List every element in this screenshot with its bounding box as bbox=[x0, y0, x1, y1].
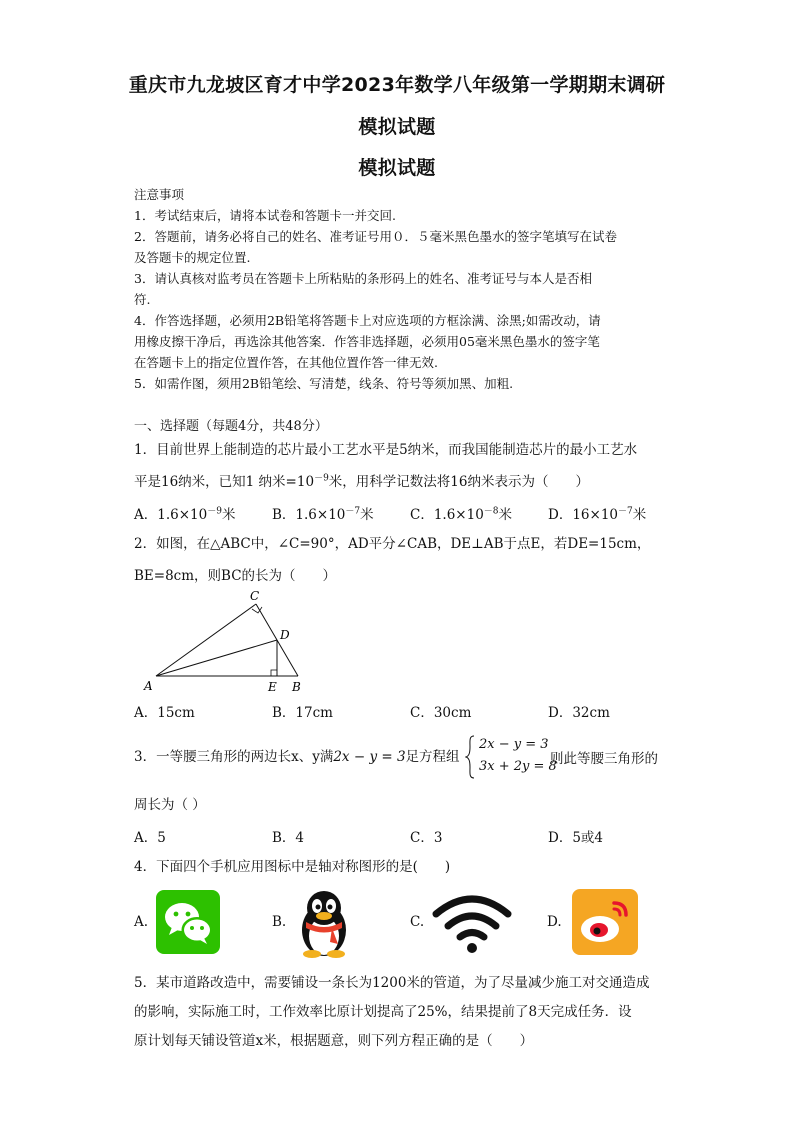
q1-line2-a: 平是16纳米，已知1 纳米=10 bbox=[134, 474, 315, 490]
q1-option-d[interactable] bbox=[548, 503, 646, 523]
q4-option-d-label[interactable]: D. bbox=[547, 914, 562, 930]
q1-option-a-unit: 米 bbox=[221, 507, 236, 523]
q5-line3: 原计划每天铺设管道x米，根据题意，则下列方程正确的是（ ） bbox=[134, 1033, 534, 1049]
notice-item-1: 1．考试结束后，请将本试卷和答题卡一并交回. bbox=[134, 208, 396, 223]
q4-option-b-label[interactable]: B. bbox=[272, 914, 287, 930]
system-equation-2: 3x + 2y = 8 bbox=[479, 759, 557, 774]
label-e: E bbox=[268, 680, 277, 694]
q3-option-d[interactable]: D．5或4 bbox=[548, 830, 604, 846]
section-heading-choice: 一、选择题（每题4分，共48分） bbox=[134, 419, 328, 434]
q1-line2 bbox=[134, 472, 664, 492]
q3-option-b[interactable]: B．4 bbox=[272, 830, 305, 846]
notice-block bbox=[134, 184, 664, 394]
weibo-icon[interactable] bbox=[572, 889, 638, 955]
q1-option-c-unit: 米 bbox=[498, 507, 513, 523]
q3-inline-equation: 2x − y = 3 bbox=[333, 749, 406, 765]
q1-option-a-exp: －9 bbox=[207, 506, 222, 517]
right-angle-mark-e bbox=[271, 670, 277, 676]
question-5 bbox=[134, 973, 664, 1051]
q4-line1: 4．下面四个手机应用图标中是轴对称图形的是( ) bbox=[134, 859, 451, 875]
wechat-icon[interactable] bbox=[156, 890, 220, 954]
q1-option-c-base: C．1.6×10 bbox=[410, 507, 484, 523]
triangle-figure bbox=[140, 588, 320, 698]
q1-exponent: －9 bbox=[314, 473, 329, 484]
notice-item-2b: 及答题卡的规定位置. bbox=[134, 250, 251, 265]
equation-system bbox=[465, 735, 560, 779]
notice-item-4c: 在答题卡上的指定位置作答，在其他位置作答一律无效. bbox=[134, 355, 438, 370]
q2-option-c[interactable]: C．30cm bbox=[410, 705, 472, 721]
notice-item-3a: 3．请认真核对监考员在答题卡上所粘贴的条形码上的姓名、准考证号与本人是否相 bbox=[134, 271, 592, 286]
notice-item-3b: 符. bbox=[134, 292, 151, 307]
q1-option-b-unit: 米 bbox=[360, 507, 374, 523]
q1-option-c[interactable] bbox=[410, 503, 512, 523]
q3-option-c[interactable]: C．3 bbox=[410, 830, 443, 846]
question-1 bbox=[134, 440, 664, 492]
qq-penguin-icon[interactable] bbox=[292, 890, 356, 958]
q3-line1-a: 3．一等腰三角形的两边长x、y满 bbox=[134, 749, 334, 765]
q2-line2: BE=8cm，则BC的长为（ ） bbox=[134, 568, 337, 584]
notice-item-4b: 用橡皮擦干净后，再选涂其他答案．作答非选择题，必须用05毫米黑色墨水的签字笔 bbox=[134, 334, 600, 349]
exam-subtitle: 模拟试题 bbox=[358, 116, 436, 138]
wifi-icon[interactable] bbox=[432, 892, 512, 954]
notice-item-4a: 4．作答选择题，必须用2B铅笔将答题卡上对应选项的方框涂满、涂黑;如需改动，请 bbox=[134, 313, 601, 328]
q1-option-b-base: B．1.6×10 bbox=[272, 507, 346, 523]
q3-options bbox=[134, 826, 664, 846]
side-ac bbox=[156, 604, 256, 676]
q1-option-d-base: D．16×10 bbox=[548, 507, 618, 523]
q1-line2-b: 米，用科学记数法将16纳米表示为（ ） bbox=[328, 474, 589, 490]
notice-heading: 注意事项 bbox=[134, 187, 185, 202]
notice-item-5: 5．如需作图，须用2B铅笔绘、写清楚，线条、符号等须加黑、加粗. bbox=[134, 376, 514, 391]
q5-line1: 5．某市道路改造中，需要铺设一条长为1200米的管道，为了尽量减少施工对交通造成 bbox=[134, 975, 650, 991]
q3-line1-b: 足方程组 bbox=[405, 749, 460, 765]
q2-option-b[interactable]: B．17cm bbox=[272, 705, 333, 721]
q1-option-a-base: A．1.6×10 bbox=[134, 507, 208, 523]
q1-option-d-exp: －7 bbox=[618, 506, 633, 517]
q1-line1: 1．目前世界上能制造的芯片最小工艺水平是5纳米，而我国能制造芯片的最小工艺水 bbox=[134, 442, 638, 458]
q3-line2: 周长为（ ） bbox=[134, 797, 206, 813]
q3-line1-c: 则此等腰三角形的 bbox=[550, 751, 658, 767]
q2-options bbox=[134, 701, 664, 721]
q1-option-b-exp: －7 bbox=[345, 506, 361, 517]
label-b: B bbox=[292, 680, 301, 694]
q1-option-c-exp: －8 bbox=[483, 506, 499, 517]
q4-option-c-label[interactable]: C. bbox=[410, 914, 425, 930]
q2-option-d[interactable]: D．32cm bbox=[548, 705, 610, 721]
q2-option-a[interactable]: A．15cm bbox=[134, 705, 195, 721]
q3-option-a[interactable]: A．5 bbox=[134, 830, 166, 846]
q1-options bbox=[134, 503, 664, 523]
question-2 bbox=[134, 534, 664, 586]
label-c: C bbox=[250, 589, 260, 603]
label-d: D bbox=[280, 628, 290, 642]
q1-option-b[interactable] bbox=[272, 503, 374, 523]
exam-title: 重庆市九龙坡区育才中学2023年数学八年级第一学期期末调研 bbox=[128, 74, 666, 96]
q1-option-d-unit: 米 bbox=[632, 507, 647, 523]
q2-line1: 2．如图，在△ABC中，∠C=90°，AD平分∠CAB，DE⊥AB于点E，若DE=15cm， bbox=[134, 536, 651, 552]
notice-item-2a: 2．答题前，请务必将自己的姓名、准考证号用０．５毫米黑色墨水的签字笔填写在试卷 bbox=[134, 229, 617, 244]
label-a: A bbox=[144, 679, 153, 693]
brace-icon bbox=[465, 735, 475, 779]
q1-option-a[interactable] bbox=[134, 503, 235, 523]
q5-line2: 的影响，实际施工时，工作效率比原计划提高了25%，结果提前了8天完成任务．设 bbox=[134, 1004, 632, 1020]
q4-option-a-label[interactable]: A. bbox=[134, 914, 149, 930]
system-equation-1: 2x − y = 3 bbox=[479, 737, 549, 752]
segment-ad bbox=[156, 640, 277, 676]
exam-subtitle-repeat: 模拟试题 bbox=[358, 157, 436, 179]
